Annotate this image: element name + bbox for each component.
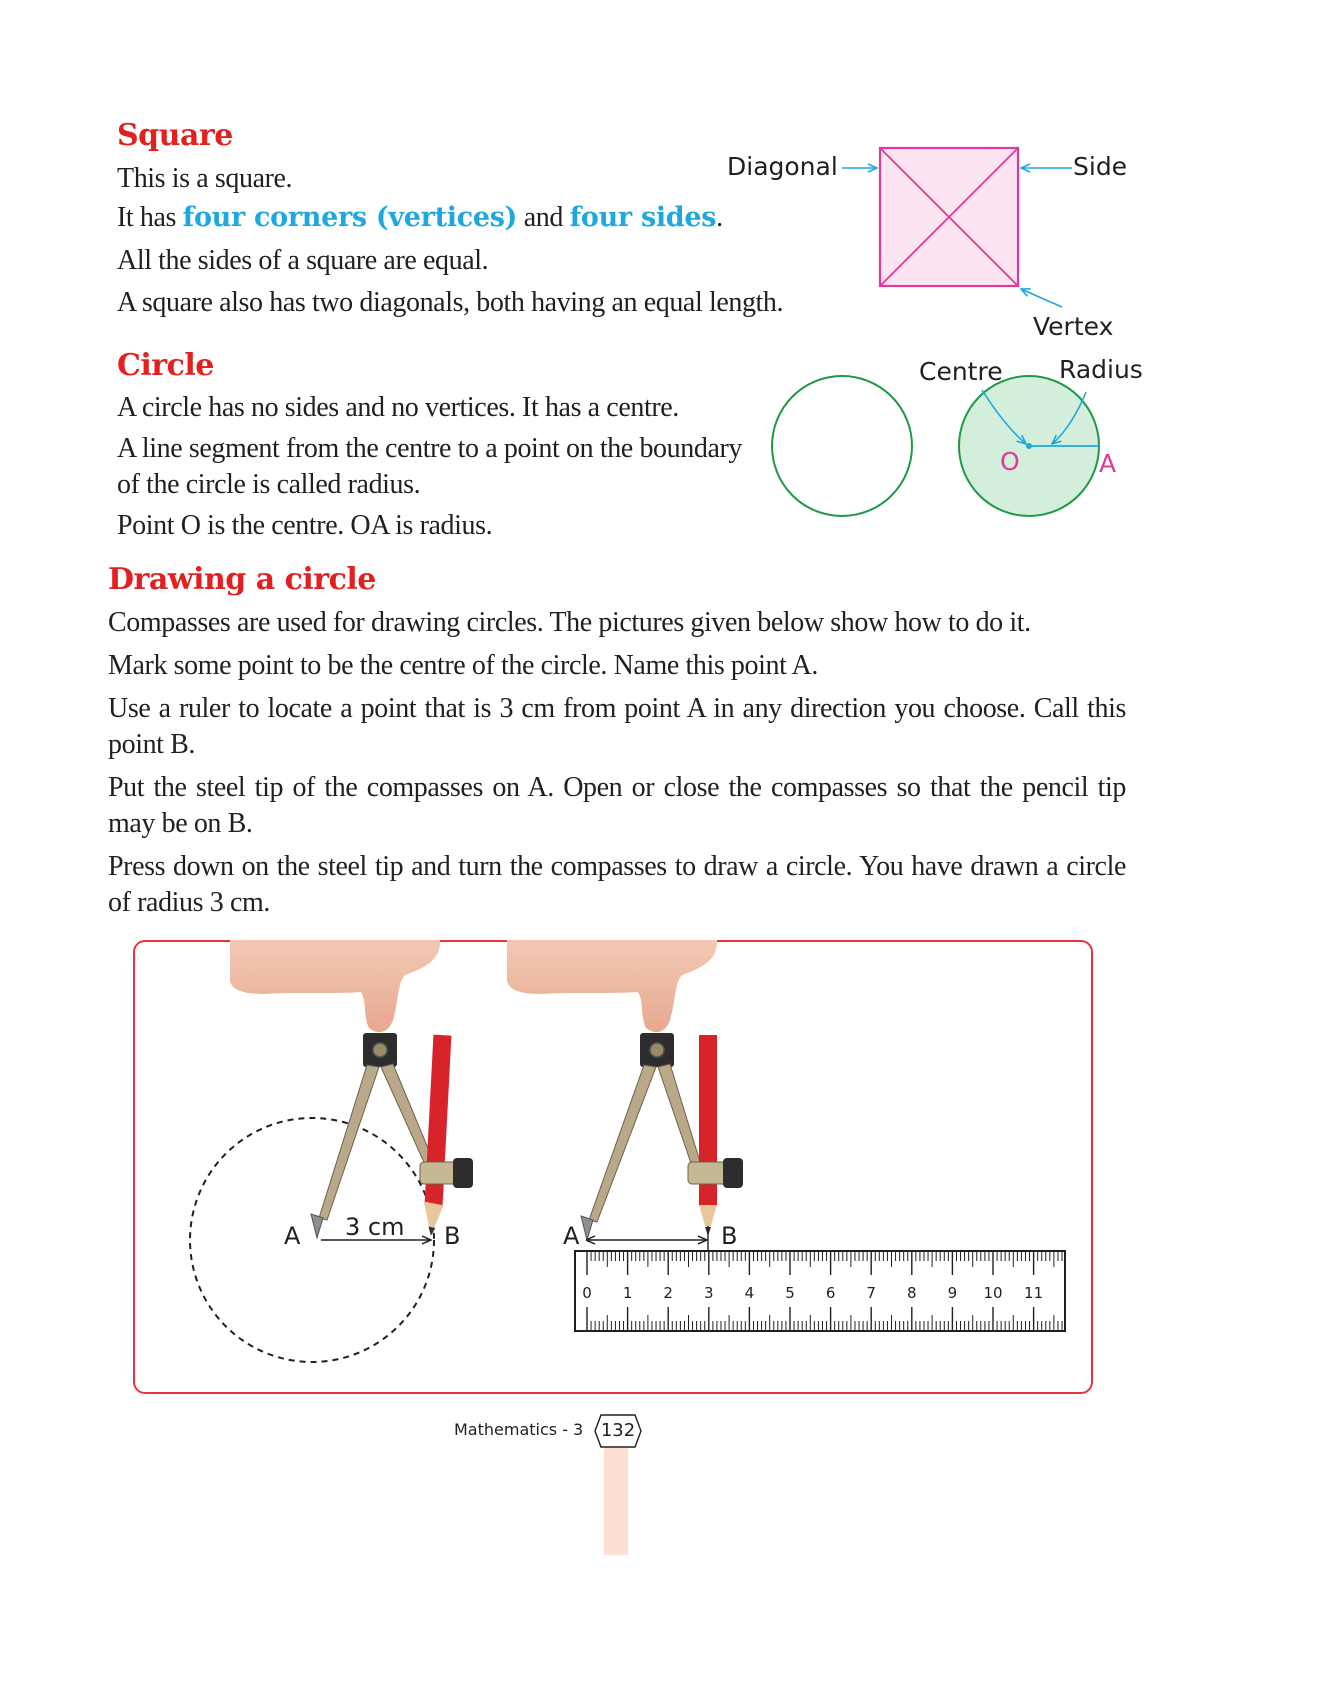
page-number: 132 <box>600 1420 636 1441</box>
right-label-a: A <box>563 1222 580 1250</box>
left-compass-leg-pencil <box>381 1064 435 1169</box>
label-point-o: O <box>1000 447 1020 476</box>
left-compass-leg-steel <box>319 1065 379 1220</box>
vertex-arrow <box>1021 289 1062 307</box>
square-text-2-mid: and <box>517 202 570 233</box>
square-text-2-prefix: It has <box>117 202 183 233</box>
square-text-3: All the sides of a square are equal. <box>117 245 489 276</box>
ruler-number: 11 <box>1024 1284 1044 1302</box>
ruler-number: 5 <box>785 1284 795 1302</box>
left-scene <box>190 940 473 1362</box>
circle-heading: Circle <box>117 348 214 383</box>
ruler-number: 6 <box>825 1284 836 1302</box>
footer-book-title: Mathematics - 3 <box>454 1420 584 1439</box>
circle-text-2: A line segment from the centre to a point on the boundary of the circle is called radius. <box>117 433 742 500</box>
square-text-1: This is a square. <box>117 163 293 194</box>
centre-point <box>1026 443 1032 449</box>
drawing-text-5: Press down on the steel tip and turn the compasses to draw a circle. You have drawn a circle of radius 3 cm. <box>108 851 1126 918</box>
ruler-number: 2 <box>663 1284 673 1302</box>
left-label-b: B <box>444 1222 461 1250</box>
label-diagonal: Diagonal <box>727 152 838 181</box>
circle-text-3: Point O is the centre. OA is radius. <box>117 510 493 541</box>
circle-text-1: A circle has no sides and no vertices. It has a centre. <box>117 392 679 423</box>
drawing-heading: Drawing a circle <box>108 562 376 597</box>
right-scene <box>507 940 1065 1331</box>
plain-circle <box>772 376 912 516</box>
right-compass-leg-steel <box>589 1065 656 1222</box>
drawing-text-3: Use a ruler to locate a point that is 3 cm from point A in any direction you choose. Call this point B. <box>108 693 1126 760</box>
footer-tab <box>604 1445 628 1555</box>
label-centre: Centre <box>919 357 1003 386</box>
drawing-text-4: Put the steel tip of the compasses on A. Open or close the compasses so that the pencil tip may be on B. <box>108 772 1126 839</box>
label-radius: Radius <box>1059 355 1143 384</box>
label-vertex: Vertex <box>1033 312 1114 341</box>
square-text-4: A square also has two diagonals, both having an equal length. <box>117 287 784 318</box>
label-point-a: A <box>1099 449 1117 478</box>
ruler-number: 3 <box>704 1284 714 1302</box>
right-compass-leg-pencil <box>658 1064 701 1169</box>
left-label-3cm: 3 cm <box>345 1213 405 1241</box>
ruler-number: 1 <box>622 1284 633 1302</box>
compass-illustration <box>135 940 1089 1390</box>
ruler-number: 4 <box>744 1284 755 1302</box>
ruler-number: 8 <box>907 1284 917 1302</box>
square-text-2-suffix: . <box>716 202 723 233</box>
ruler-number: 0 <box>582 1284 592 1302</box>
left-hand <box>230 940 440 1032</box>
ruler-number: 10 <box>983 1284 1003 1302</box>
ruler-number: 9 <box>947 1284 958 1302</box>
highlight-four-corners: four corners (vertices) <box>182 202 518 233</box>
square-heading: Square <box>117 118 233 153</box>
square-text-2 <box>117 200 723 236</box>
highlight-four-sides: four sides <box>569 202 717 233</box>
right-label-b: B <box>721 1222 738 1250</box>
ruler-number: 7 <box>866 1284 876 1302</box>
left-label-a: A <box>284 1222 301 1250</box>
drawing-text-1: Compasses are used for drawing circles. The pictures given below show how to do it. <box>108 607 1031 638</box>
drawing-text-2: Mark some point to be the centre of the circle. Name this point A. <box>108 650 818 681</box>
label-side: Side <box>1073 152 1128 181</box>
right-hand <box>507 940 717 1032</box>
